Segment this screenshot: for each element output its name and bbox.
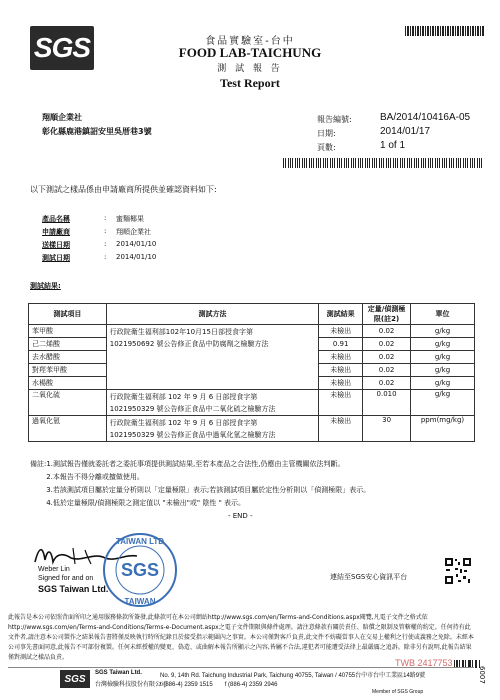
svg-text:TAIWAN: TAIWAN	[124, 597, 156, 606]
serial-number: TWB 2417753	[395, 658, 453, 668]
barcode-wide	[283, 158, 483, 168]
cell-result: 0.91	[319, 338, 363, 351]
cell-method	[106, 390, 318, 416]
cell-item: 對羥苯甲酸	[29, 364, 107, 377]
header-result: 測試結果	[319, 304, 363, 325]
header-unit: 單位	[411, 304, 475, 325]
date-value: 2014/01/17	[380, 126, 431, 137]
cell-result: 未檢出	[319, 377, 363, 390]
colon: :	[104, 227, 107, 235]
colon: :	[104, 214, 107, 222]
cell-item: 二氧化硫	[29, 390, 107, 416]
cell-unit: g/kg	[411, 325, 475, 338]
cell-loq: 30	[363, 416, 411, 442]
page-value: 1 of 1	[380, 140, 406, 151]
product-name-value: 蜜麵椰果	[116, 215, 144, 223]
report-no-value: BA/2014/10416A-05	[380, 112, 471, 123]
bottom-phone: t (886-4) 2359 1515 f (886-4) 2359 2946	[160, 682, 278, 688]
intro-text: 以下測試之樣品係由申請廠商所提供並確認資料如下:	[30, 185, 217, 194]
client-address: 彰化縣鹿港鎮詔安里吳厝巷3號	[42, 127, 152, 136]
product-name-label: 產品名稱	[42, 215, 70, 223]
note-line: 備註:1.測試報告僅就委託者之委託事項提供測試結果,至若本產品之合法性,仍應由主管機關依法判斷。	[30, 460, 345, 468]
header-item: 測試項目	[29, 304, 107, 325]
cell-unit: g/kg	[411, 390, 475, 416]
report-no-label: 報告編號:	[317, 115, 352, 124]
method-line: 行政院衛生福利部 102 年 9 月 6 日部授食字第	[109, 393, 258, 401]
cell-result: 未檢出	[319, 416, 363, 442]
footer-divider	[8, 667, 474, 668]
received-date-value: 2014/01/10	[116, 240, 157, 248]
cell-item: 己二烯酸	[29, 338, 107, 351]
cell-result: 未檢出	[319, 390, 363, 416]
notes	[30, 458, 370, 510]
method-line: 行政院衛生福利部 102 年 9 月 6 日部授食字第	[109, 419, 258, 427]
cell-unit: g/kg	[411, 351, 475, 364]
page-label: 頁數:	[317, 143, 336, 152]
lab-name-cn: 食品實驗室-台中	[205, 36, 295, 47]
cell-loq: 0.02	[363, 364, 411, 377]
cell-loq: 0.02	[363, 351, 411, 364]
header-loq: 定量/偵測極限(註2)	[363, 304, 411, 325]
report-title-cn: 測 試 報 告	[217, 64, 283, 74]
cell-loq: 0.02	[363, 338, 411, 351]
company-seal	[100, 530, 180, 610]
cell-item: 苯甲酸	[29, 325, 107, 338]
cell-loq: 0.02	[363, 325, 411, 338]
cell-item: 過氧化氫	[29, 416, 107, 442]
cell-item: 去水醋酸	[29, 351, 107, 364]
table-header-row	[29, 304, 475, 325]
header-method: 測試方法	[106, 304, 318, 325]
cell-unit: g/kg	[411, 364, 475, 377]
cell-result: 未檢出	[319, 325, 363, 338]
signed-company: SGS Taiwan Ltd.	[38, 584, 109, 594]
report-title-en: Test Report	[220, 76, 280, 90]
sgs-logo	[30, 26, 94, 70]
end-marker: - END -	[228, 512, 253, 520]
results-table	[28, 303, 475, 442]
note-line: 2.本報告不得分離或擅做使用。	[30, 473, 144, 481]
client-company: 翔順企業社	[42, 113, 82, 122]
applicant-value: 翔順企業社	[116, 228, 151, 236]
cell-item: 水楊酸	[29, 377, 107, 390]
lab-name-en: FOOD LAB-TAICHUNG	[178, 45, 322, 60]
cell-loq: 0.02	[363, 377, 411, 390]
verify-link-text: 連結至SGS安心資訊平台	[330, 573, 408, 581]
barcode-top	[405, 26, 485, 36]
results-title: 測試結果:	[30, 282, 61, 290]
colon: :	[104, 240, 107, 248]
note-line: 4.低於定量極限/偵測極限之測定值以 "未檢出"或" 陰性 " 表示。	[30, 499, 246, 507]
method-line: 1021950329 號公告修正食品中二氧化硫之檢驗方法	[109, 405, 276, 413]
method-line: 1021950692 號公告修正食品中防腐劑之檢驗方法	[109, 340, 269, 348]
bottom-company-cn: 台灣檢驗科技股份有限公司	[95, 681, 168, 688]
method-line: 1021950329 號公告修正食品中過氧化氫之檢驗方法	[109, 431, 276, 439]
cell-unit: ppm(mg/kg)	[411, 416, 475, 442]
cell-method	[106, 416, 318, 442]
terms-footer: 此報告是本公司依照背面所印之通用服務條款所簽發,此條款可在本公司網站http://www.sgs.com/en/Terms-and-Conditions.aspx閱覽,凡電子文件之格式依http://www.sgs.com/en/Terms-and-Conditions/Terms-e-Document.aspx之電子文件期限與條件處理。請注意條款有關於責任、賠償之限制及管轄權的約定。任何持有此文件者,請注意本公司製作之結果報告書將僅反映執行時所紀錄且於接受指示範圍內之事實。本公司僅對客戶負責,此文件不妨礙當事人在交易上權利之行使或義務之免除。未經本公司事先書面同意,此報告不可部份複製。任何未經授權的變更、偽造、或曲解本報告所顯示之內容,皆屬不合法,違犯者可能遭受法律上最嚴厲之追訴。除非另有說明,此報告結果僅對測試之樣品負責。	[8, 614, 474, 661]
applicant-label: 申請廠商	[42, 228, 70, 236]
table-row	[29, 416, 475, 442]
table-row	[29, 325, 475, 338]
cell-unit: g/kg	[411, 338, 475, 351]
svg-text:TAIWAN LTD: TAIWAN LTD	[115, 537, 165, 546]
side-number: 6007	[478, 666, 486, 684]
sgs-logo-text: SGS	[33, 32, 91, 63]
cell-loq: 0.010	[363, 390, 411, 416]
date-label: 日期:	[317, 129, 336, 138]
table-row	[29, 390, 475, 416]
cell-method	[106, 325, 318, 390]
cell-unit: g/kg	[411, 377, 475, 390]
method-line: 行政院衛生福利部102年10月15日部授食字第	[109, 328, 253, 336]
signer-name: Weber Lin	[38, 566, 70, 573]
note-line: 3.若該測試項目屬於定量分析則以「定量極限」表示;若該測試項目屬於定性分析則以「偵測極限」表示。	[30, 486, 371, 494]
test-date-value: 2014/01/10	[116, 253, 157, 261]
bottom-company-en: SGS Taiwan Ltd.	[95, 670, 142, 676]
cell-result: 未檢出	[319, 364, 363, 377]
test-date-label: 測試日期	[42, 254, 70, 262]
cell-result: 未檢出	[319, 351, 363, 364]
received-date-label: 送樣日期	[42, 241, 70, 249]
colon: :	[104, 253, 107, 261]
signed-for-label: Signed for and on	[38, 575, 94, 582]
qr-code-icon[interactable]	[444, 557, 472, 585]
bottom-sgs-logo: SGS	[60, 670, 90, 688]
member-label: Member of SGS Group	[372, 689, 424, 695]
svg-text:SGS: SGS	[120, 560, 160, 580]
bottom-address: No. 9, 14th Rd. Taichung Industrial Park, Taichung 40755, Taiwan / 40755台中市台中工業區14路9號	[160, 673, 426, 679]
